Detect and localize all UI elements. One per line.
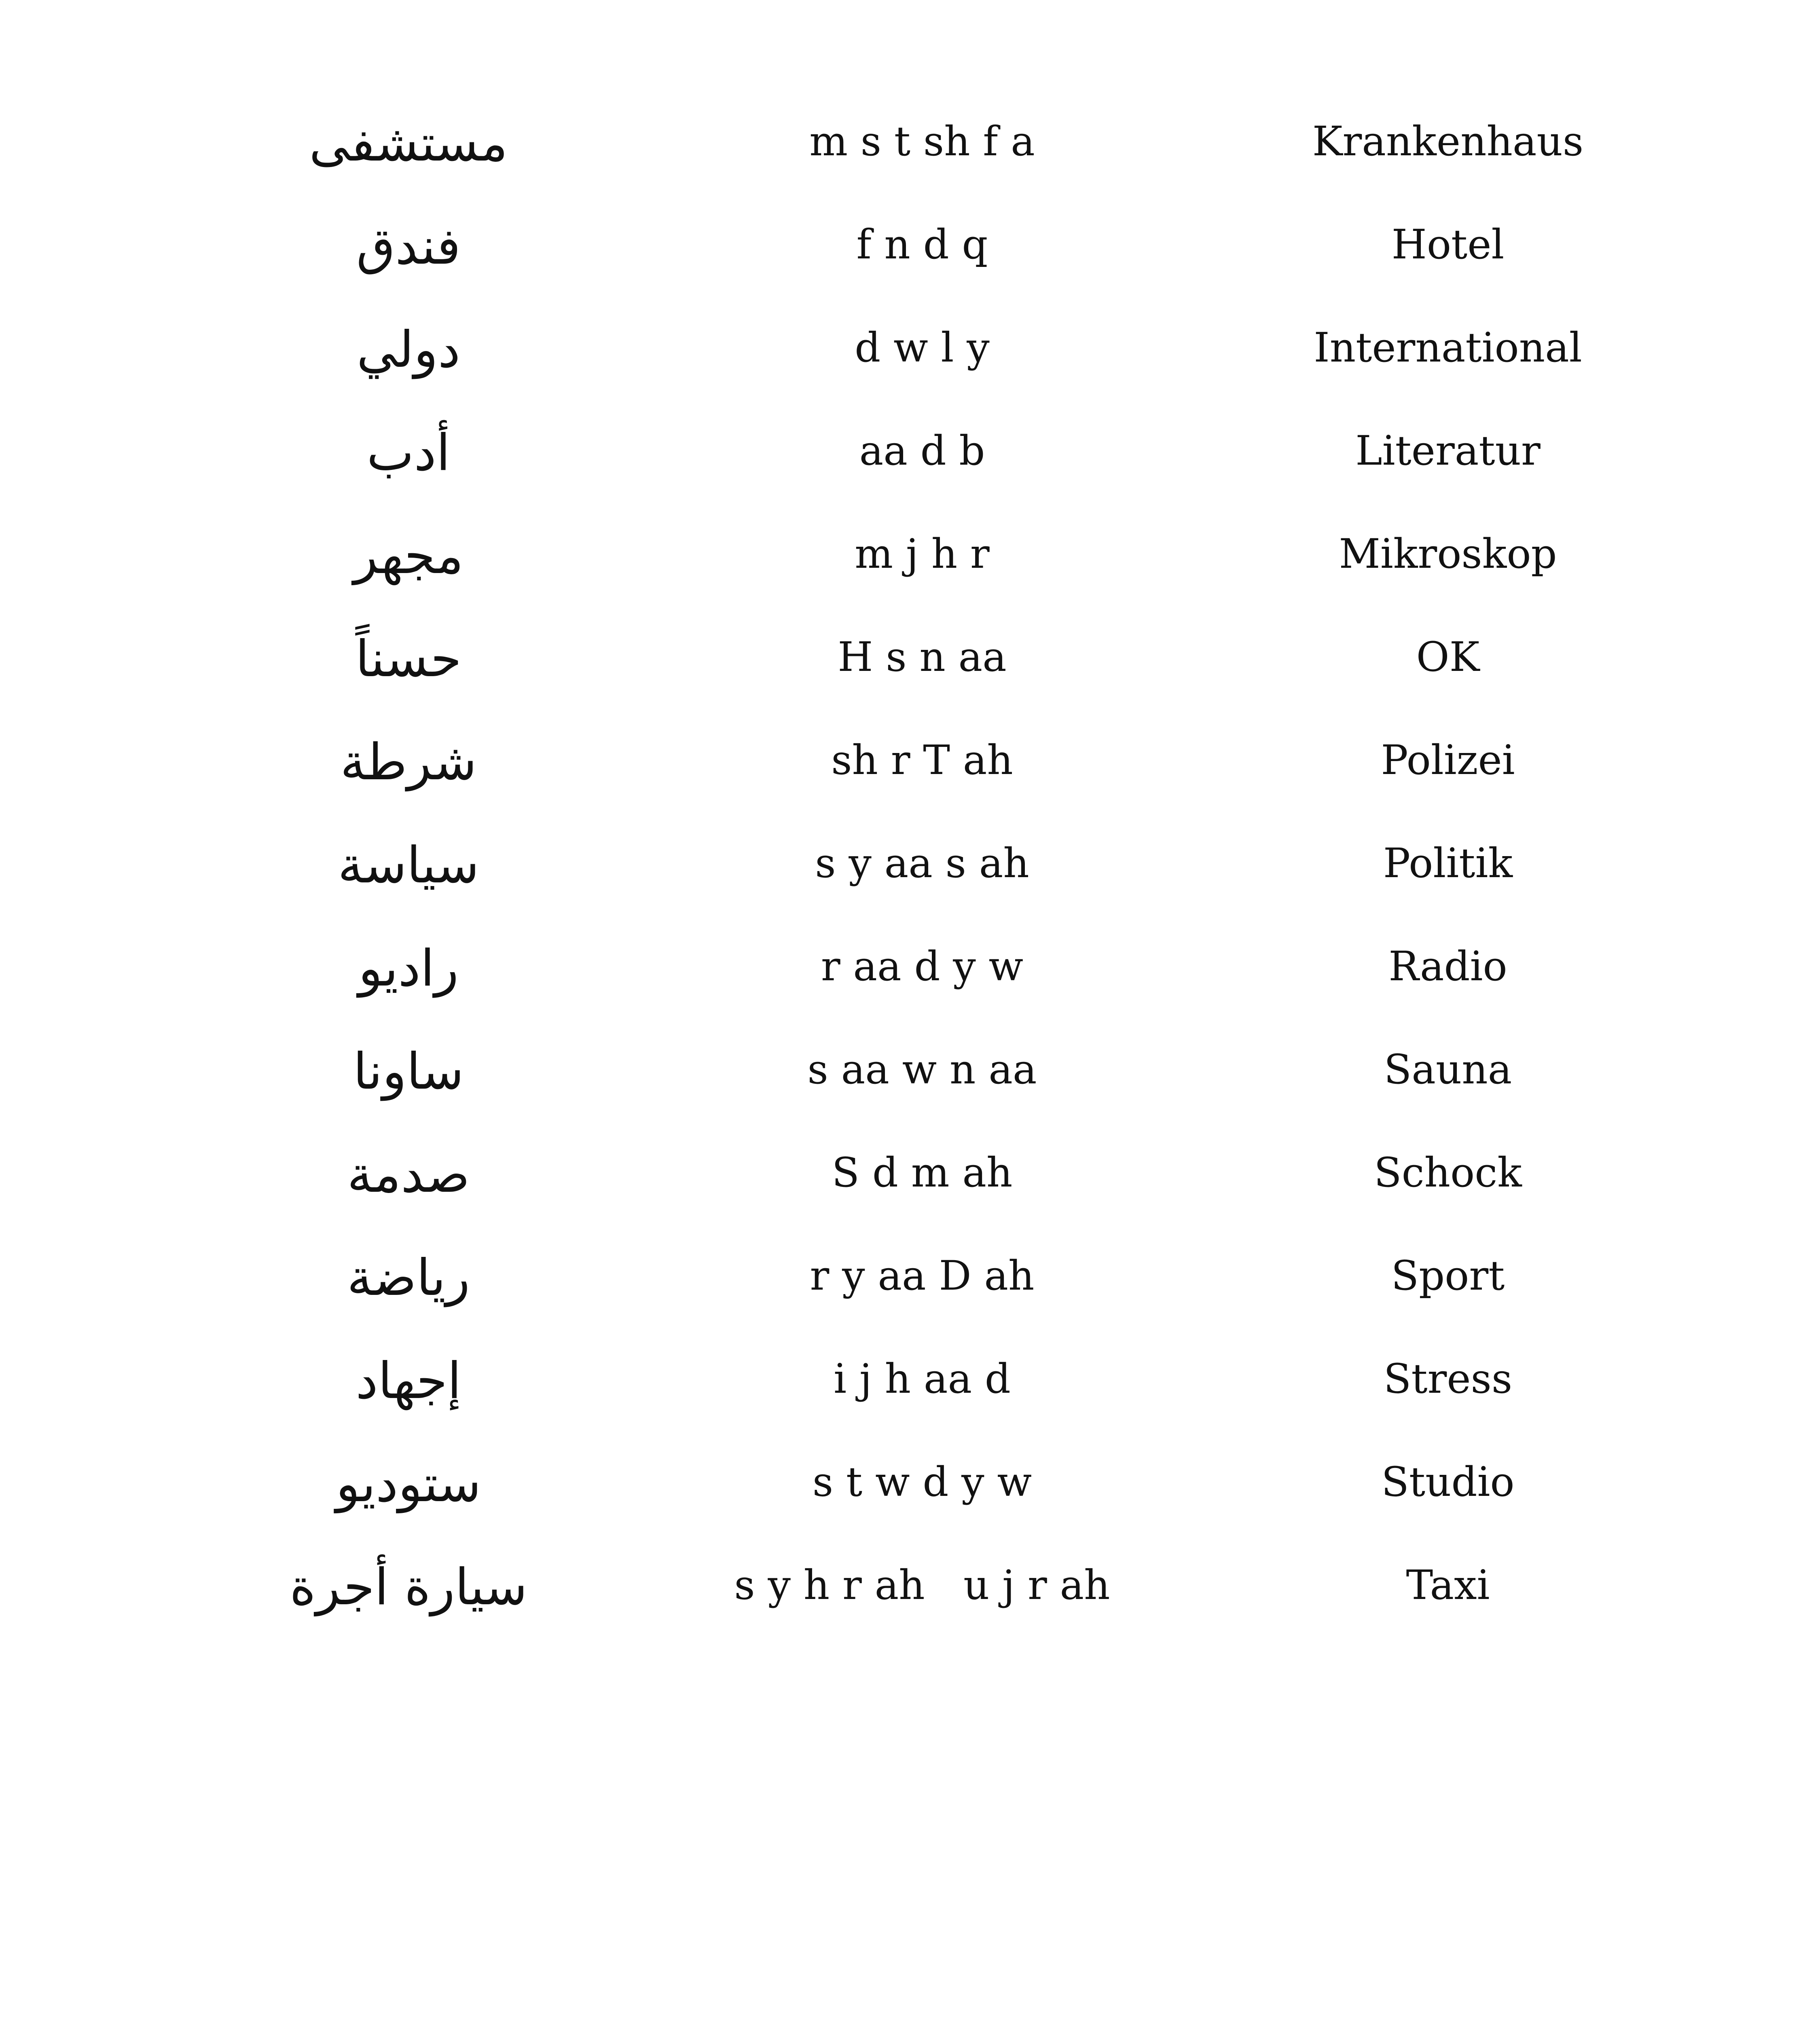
vocabulary-row <box>101 101 1598 204</box>
arabic-word: شرطة <box>340 733 477 791</box>
german-word: Radio <box>1388 943 1507 990</box>
vocabulary-row <box>101 1132 1598 1235</box>
vocabulary-row <box>101 1235 1598 1339</box>
arabic-word: مستشفى <box>309 114 508 173</box>
german-word: Taxi <box>1406 1561 1490 1609</box>
german-word: Studio <box>1381 1458 1515 1506</box>
arabic-word: رياضة <box>347 1249 470 1307</box>
vocabulary-row <box>101 823 1598 926</box>
arabic-word: ستوديو <box>336 1455 481 1513</box>
german-word: Literatur <box>1355 427 1541 474</box>
arabic-word: سياسة <box>338 836 479 895</box>
vocabulary-row <box>101 1029 1598 1132</box>
vocabulary-row <box>101 1339 1598 1442</box>
arabic-word: حسناً <box>355 630 462 688</box>
transliteration: sh r T ah <box>831 736 1013 784</box>
arabic-word: دولي <box>356 321 461 379</box>
arabic-word: إجهاد <box>356 1352 461 1410</box>
transliteration: r aa d y w <box>821 943 1024 990</box>
arabic-word: ساونا <box>353 1043 464 1101</box>
vocabulary-table <box>101 101 1598 1648</box>
transliteration: S d m ah <box>832 1149 1013 1196</box>
german-word: Hotel <box>1391 221 1505 268</box>
german-word: Krankenhaus <box>1312 118 1584 165</box>
german-word: Sauna <box>1384 1046 1512 1093</box>
german-word: Mikroskop <box>1339 530 1557 577</box>
transliteration: r y aa D ah <box>810 1252 1035 1299</box>
transliteration: f n d q <box>856 221 988 268</box>
transliteration: aa d b <box>859 427 985 474</box>
german-word: Schock <box>1374 1149 1522 1196</box>
transliteration: s y aa s ah <box>815 840 1029 887</box>
vocabulary-row <box>101 410 1598 514</box>
vocabulary-row <box>101 1442 1598 1545</box>
transliteration: s t w d y w <box>812 1458 1032 1506</box>
german-word: Stress <box>1383 1355 1513 1402</box>
arabic-word: راديو <box>358 939 459 998</box>
vocabulary-row <box>101 617 1598 720</box>
german-word: International <box>1314 324 1582 371</box>
vocabulary-row <box>101 926 1598 1029</box>
arabic-word: سيارة أجرة <box>290 1558 527 1616</box>
vocabulary-row <box>101 307 1598 410</box>
transliteration: H s n aa <box>838 633 1007 681</box>
transliteration: m s t sh f a <box>809 118 1035 165</box>
transliteration: m j h r <box>855 530 990 577</box>
german-word: Politik <box>1383 840 1513 887</box>
vocabulary-row <box>101 514 1598 617</box>
transliteration: d w l y <box>855 324 990 371</box>
german-word: Polizei <box>1381 736 1515 784</box>
arabic-word: مجهر <box>353 527 464 585</box>
vocabulary-row <box>101 720 1598 823</box>
arabic-word: أدب <box>366 424 451 482</box>
transliteration: s aa w n aa <box>807 1046 1037 1093</box>
transliteration: i j h aa d <box>834 1355 1011 1402</box>
vocabulary-row <box>101 1545 1598 1648</box>
german-word: OK <box>1416 633 1480 681</box>
german-word: Sport <box>1391 1252 1505 1299</box>
arabic-word: فندق <box>356 218 461 276</box>
arabic-word: صدمة <box>347 1146 470 1204</box>
vocabulary-row <box>101 204 1598 307</box>
transliteration: s y h r ah u j r ah <box>734 1561 1110 1609</box>
